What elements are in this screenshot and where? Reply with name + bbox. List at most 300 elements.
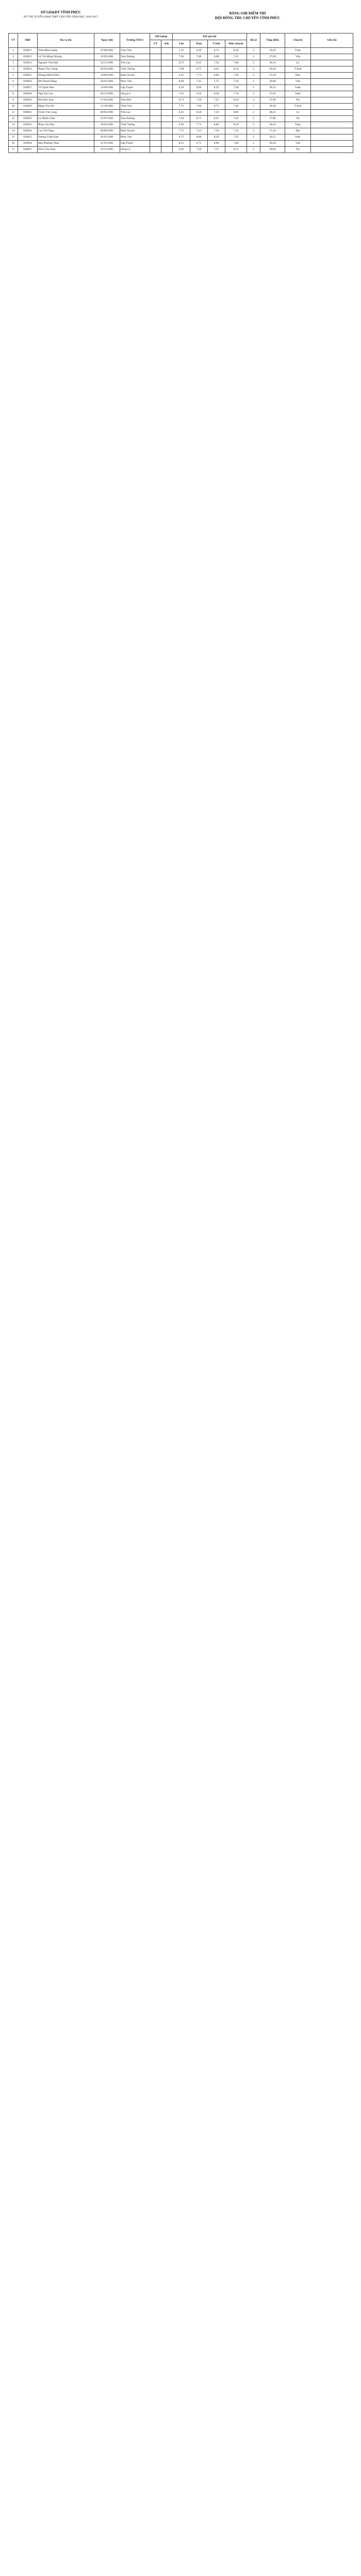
exam-name: KỲ THI TUYỂN SINH THPT CHUYÊN NĂM HỌC 2016-2017	[23, 15, 99, 19]
cell-tong: 38,10	[260, 60, 285, 66]
cell-ut	[150, 97, 161, 104]
cell-stt: 3	[9, 60, 18, 66]
cell-toan: 7,75	[190, 73, 208, 79]
cell-sbd: 020023	[18, 122, 38, 128]
cell-sbd: 020018	[18, 91, 38, 97]
cell-chuyen: Lý	[285, 60, 311, 66]
cell-toan: 6,75	[190, 116, 208, 122]
cell-toan: 7,50	[190, 97, 208, 104]
cell-anh: 7,25	[208, 97, 225, 104]
cell-school: Phúc Yên	[120, 134, 150, 141]
col-he-so: Hệ số	[247, 33, 260, 48]
cell-fullname: Lê Thị Hồng Nhung	[38, 54, 94, 60]
cell-fullname: Bùi Đức Anh	[38, 97, 94, 104]
cell-stt: 6	[9, 79, 18, 85]
col-mon-chuyen: Môn chuyên	[225, 40, 247, 48]
cell-he-so: 2	[247, 134, 260, 141]
issuing-organization	[9, 10, 112, 20]
cell-van: 7,25	[173, 91, 190, 97]
cell-mon-chuyen: 7,60	[225, 141, 247, 147]
cell-ghi-chu	[311, 134, 353, 141]
cell-ut	[150, 122, 161, 128]
cell-van: 8,25	[173, 141, 190, 147]
cell-van: 6,50	[173, 122, 190, 128]
table-header-row-1	[9, 33, 353, 40]
cell-ut	[150, 48, 161, 54]
cell-kk	[161, 97, 173, 104]
cell-toan: 6,75	[190, 141, 208, 147]
cell-kk	[161, 104, 173, 110]
cell-tong: 38,00	[260, 79, 285, 85]
col-fullname: Họ và tên	[38, 33, 94, 48]
cell-sbd: 020021	[18, 110, 38, 116]
cell-dob: 07/08/2001	[94, 48, 120, 54]
cell-school: Lập Thạch	[120, 141, 150, 147]
table-row	[9, 79, 353, 85]
cell-school: Sông Lô	[120, 91, 150, 97]
cell-sbd: 020014	[18, 66, 38, 73]
cell-anh: 9,25	[208, 66, 225, 73]
cell-toan: 8,25	[190, 60, 208, 66]
cell-dob: 27/04/2001	[94, 97, 120, 104]
table-row	[9, 147, 353, 153]
cell-school: Lập Thạch	[120, 85, 150, 91]
cell-toan: 7,50	[190, 147, 208, 153]
cell-toan: 7,00	[190, 54, 208, 60]
table-row	[9, 97, 353, 104]
cell-he-so: 2	[247, 116, 260, 122]
cell-kk	[161, 85, 173, 91]
cell-sbd: 020020	[18, 104, 38, 110]
cell-he-so: 2	[247, 147, 260, 153]
cell-stt: 17	[9, 147, 18, 153]
table-row	[9, 91, 353, 97]
cell-school: Yên Lạc	[120, 60, 150, 66]
table-row	[9, 60, 353, 66]
cell-anh: 8,25	[208, 85, 225, 91]
cell-kk	[161, 128, 173, 134]
cell-kk	[161, 134, 173, 141]
cell-school: Tam Đảo	[120, 97, 150, 104]
cell-sbd: 020016	[18, 79, 38, 85]
cell-ghi-chu	[311, 48, 353, 54]
cell-school: Bình Xuyên	[120, 73, 150, 79]
cell-dob: 09/09/2001	[94, 128, 120, 134]
cell-he-so: 2	[247, 122, 260, 128]
cell-he-so: 2	[247, 141, 260, 147]
cell-sbd: 020011	[18, 48, 38, 54]
cell-chuyen: T.Anh	[285, 104, 311, 110]
cell-van: 7,50	[173, 54, 190, 60]
cell-anh: 7,75	[208, 79, 225, 85]
cell-kk	[161, 79, 173, 85]
cell-tong: 37,65	[260, 91, 285, 97]
sheet-header	[0, 0, 361, 36]
table-body	[9, 48, 353, 153]
cell-tong: 37,20	[260, 73, 285, 79]
cell-ghi-chu	[311, 147, 353, 153]
cell-van: 6,50	[173, 147, 190, 153]
table-row	[9, 66, 353, 73]
cell-ut	[150, 85, 161, 91]
cell-sbd: 020027	[18, 147, 38, 153]
cell-toan: 7,75	[190, 122, 208, 128]
cell-he-so: 2	[247, 85, 260, 91]
cell-school: Sông Lô	[120, 147, 150, 153]
col-toan: Toán	[190, 40, 208, 48]
cell-anh: 8,00	[208, 122, 225, 128]
cell-anh: 8,75	[208, 48, 225, 54]
cell-dob: 05/05/2001	[94, 66, 120, 73]
cell-kk	[161, 116, 173, 122]
score-sheet-page	[0, 0, 361, 151]
cell-school: Yên Lạc	[120, 110, 150, 116]
cell-mon-chuyen: 7,95	[225, 134, 247, 141]
cell-fullname: Hoàng Minh Khôi	[38, 73, 94, 79]
cell-ut	[150, 54, 161, 60]
cell-van: 7,75	[173, 128, 190, 134]
cell-tong: 38,45	[260, 122, 285, 128]
cell-fullname: Dương Tuấn Kiệt	[38, 134, 94, 141]
cell-ut	[150, 66, 161, 73]
cell-tong: 39,20	[260, 66, 285, 73]
cell-anh: 8,00	[208, 54, 225, 60]
cell-stt: 15	[9, 134, 18, 141]
cell-ghi-chu	[311, 54, 353, 60]
table-row	[9, 116, 353, 122]
cell-dob: 03/05/2001	[94, 134, 120, 141]
cell-tong: 38,55	[260, 85, 285, 91]
table-row	[9, 54, 353, 60]
cell-van: 7,00	[173, 66, 190, 73]
col-dob: Ngày sinh	[94, 33, 120, 48]
cell-dob: 11/10/2001	[94, 104, 120, 110]
sheet-title-line1: BẢNG GHI ĐIỂM THI	[229, 11, 266, 15]
cell-sbd: 020015	[18, 73, 38, 79]
cell-kk	[161, 60, 173, 66]
table-row	[9, 73, 353, 79]
cell-chuyen: Văn	[285, 141, 311, 147]
cell-stt: 8	[9, 91, 18, 97]
cell-chuyen: Tin	[285, 147, 311, 153]
cell-mon-chuyen: 8,10	[225, 122, 247, 128]
cell-mon-chuyen: 7,60	[225, 73, 247, 79]
cell-he-so: 2	[247, 97, 260, 104]
cell-he-so: 2	[247, 91, 260, 97]
cell-stt: 2	[9, 54, 18, 60]
cell-van: 7,75	[173, 104, 190, 110]
cell-ut	[150, 60, 161, 66]
cell-anh: 8,00	[208, 73, 225, 79]
cell-school: Tam Dương	[120, 116, 150, 122]
cell-anh: 8,25	[208, 116, 225, 122]
cell-school: Bình Xuyên	[120, 128, 150, 134]
cell-anh: 8,50	[208, 91, 225, 97]
cell-dob: 14/06/2001	[94, 85, 120, 91]
cell-mon-chuyen: 8,20	[225, 97, 247, 104]
cell-ut	[150, 147, 161, 153]
cell-dob: 19/09/2001	[94, 73, 120, 79]
cell-van: 8,00	[173, 79, 190, 85]
cell-dob: 13/11/2001	[94, 147, 120, 153]
cell-dob: 25/07/2001	[94, 116, 120, 122]
cell-stt: 5	[9, 73, 18, 79]
cell-anh: 7,50	[208, 110, 225, 116]
cell-chuyen: Lý	[285, 110, 311, 116]
cell-stt: 1	[9, 48, 18, 54]
cell-ghi-chu	[311, 141, 353, 147]
cell-mon-chuyen: 7,90	[225, 85, 247, 91]
cell-tong: 38,30	[260, 104, 285, 110]
cell-van: 6,25	[173, 73, 190, 79]
table-row	[9, 85, 353, 91]
cell-stt: 11	[9, 110, 18, 116]
cell-chuyen: Văn	[285, 79, 311, 85]
cell-mon-chuyen: 8,10	[225, 66, 247, 73]
org-name: SỞ GD&ĐT VĨNH PHÚC	[40, 10, 81, 14]
cell-dob: 16/03/2001	[94, 122, 120, 128]
cell-kk	[161, 110, 173, 116]
cell-fullname: Mai Phương Thảo	[38, 141, 94, 147]
cell-mon-chuyen: 8,00	[225, 110, 247, 116]
cell-fullname: Trịnh Văn Long	[38, 110, 94, 116]
cell-tong: 38,20	[260, 141, 285, 147]
cell-tong: 37,90	[260, 97, 285, 104]
table-row	[9, 104, 353, 110]
cell-ut	[150, 91, 161, 97]
cell-school: Vĩnh Tường	[120, 66, 150, 73]
table-row	[9, 122, 353, 128]
cell-ghi-chu	[311, 110, 353, 116]
col-kk: KK	[161, 40, 173, 48]
cell-sbd: 020022	[18, 116, 38, 122]
cell-ghi-chu	[311, 128, 353, 134]
cell-ghi-chu	[311, 60, 353, 66]
table-row	[9, 141, 353, 147]
cell-stt: 7	[9, 85, 18, 91]
cell-ghi-chu	[311, 91, 353, 97]
cell-sbd: 020019	[18, 97, 38, 104]
cell-dob: 02/12/2001	[94, 91, 120, 97]
cell-stt: 4	[9, 66, 18, 73]
cell-dob: 12/03/2001	[94, 54, 120, 60]
cell-fullname: Phan Gia Huy	[38, 122, 94, 128]
cell-chuyen: T.Anh	[285, 66, 311, 73]
cell-school: Vĩnh Yên	[120, 48, 150, 54]
col-van: Văn	[173, 40, 190, 48]
cell-van: 6,75	[173, 97, 190, 104]
cell-fullname: Trần Minh Quân	[38, 48, 94, 54]
cell-van: 6,75	[173, 60, 190, 66]
cell-chuyen: Sử	[285, 116, 311, 122]
cell-school: Tam Dương	[120, 54, 150, 60]
table-row	[9, 134, 353, 141]
cell-ut	[150, 141, 161, 147]
cell-fullname: Ngô Thị Lan	[38, 91, 94, 97]
cell-toan: 6,50	[190, 48, 208, 54]
cell-chuyen: Hóa	[285, 73, 311, 79]
cell-tong: 38,05	[260, 147, 285, 153]
cell-sbd: 020012	[18, 54, 38, 60]
cell-dob: 22/11/2001	[94, 60, 120, 66]
cell-toan: 6,50	[190, 91, 208, 97]
cell-sbd: 020025	[18, 134, 38, 141]
cell-stt: 14	[9, 128, 18, 134]
cell-fullname: Lý Minh Châu	[38, 116, 94, 122]
cell-anh: 8,75	[208, 104, 225, 110]
cell-toan: 7,25	[190, 128, 208, 134]
cell-toan: 7,00	[190, 104, 208, 110]
col-sbd: SBD	[18, 33, 38, 48]
cell-anh: 7,50	[208, 60, 225, 66]
cell-he-so: 2	[247, 73, 260, 79]
cell-kk	[161, 147, 173, 153]
cell-ut	[150, 104, 161, 110]
cell-ut	[150, 110, 161, 116]
cell-dob: 08/02/2001	[94, 110, 120, 116]
cell-he-so: 2	[247, 48, 260, 54]
cell-ut	[150, 79, 161, 85]
cell-fullname: Đỗ Thanh Hằng	[38, 79, 94, 85]
cell-fullname: Phạm Thu Trang	[38, 66, 94, 73]
cell-kk	[161, 122, 173, 128]
col-anh: T.Anh	[208, 40, 225, 48]
cell-mon-chuyen: 7,25	[225, 54, 247, 60]
cell-toan: 8,50	[190, 110, 208, 116]
cell-dob: 30/01/2001	[94, 79, 120, 85]
cell-he-so: 2	[247, 128, 260, 134]
cell-chuyen: Địa	[285, 128, 311, 134]
cell-kk	[161, 48, 173, 54]
cell-fullname: Kiều Văn Nam	[38, 147, 94, 153]
cell-toan: 8,00	[190, 85, 208, 91]
cell-mon-chuyen: 8,30	[225, 48, 247, 54]
cell-van: 6,75	[173, 134, 190, 141]
sheet-title-line2: HỘI ĐỒNG THI: CHUYÊN VĨNH PHÚC	[215, 16, 281, 20]
cell-dob: 21/01/2001	[94, 141, 120, 147]
cell-ghi-chu	[311, 73, 353, 79]
cell-fullname: Đặng Thu Hà	[38, 104, 94, 110]
cell-tong: 37,00	[260, 54, 285, 60]
cell-kk	[161, 54, 173, 60]
cell-stt: 16	[9, 141, 18, 147]
cell-chuyen: Hóa	[285, 134, 311, 141]
cell-anh: 7,75	[208, 147, 225, 153]
cell-anh: 8,00	[208, 141, 225, 147]
cell-van: 6,50	[173, 85, 190, 91]
cell-kk	[161, 141, 173, 147]
cell-van: 7,25	[173, 48, 190, 54]
cell-toan: 8,00	[190, 134, 208, 141]
col-chuyen: Chuyên	[285, 33, 311, 48]
cell-he-so: 2	[247, 54, 260, 60]
cell-chuyen: Toán	[285, 122, 311, 128]
cell-chuyen: Toán	[285, 48, 311, 54]
cell-tong: 39,15	[260, 134, 285, 141]
cell-sbd: 020024	[18, 128, 38, 134]
cell-chuyen: Sinh	[285, 91, 311, 97]
cell-ut	[150, 116, 161, 122]
cell-kk	[161, 73, 173, 79]
cell-kk	[161, 91, 173, 97]
cell-chuyen: Toán	[285, 85, 311, 91]
cell-stt: 13	[9, 122, 18, 128]
cell-toan: 7,25	[190, 79, 208, 85]
col-uu-tien-group: Đối tượng	[150, 33, 173, 40]
cell-mon-chuyen: 7,40	[225, 104, 247, 110]
cell-tong: 38,25	[260, 110, 285, 116]
cell-tong: 39,10	[260, 48, 285, 54]
cell-ghi-chu	[311, 66, 353, 73]
col-stt: TT	[9, 33, 18, 48]
col-ut: UT	[150, 40, 161, 48]
cell-ghi-chu	[311, 85, 353, 91]
cell-fullname: Cao Thị Ngọc	[38, 128, 94, 134]
cell-mon-chuyen: 7,70	[225, 91, 247, 97]
table-row	[9, 128, 353, 134]
cell-school: Phúc Yên	[120, 79, 150, 85]
cell-stt: 12	[9, 116, 18, 122]
cell-tong: 37,20	[260, 128, 285, 134]
cell-anh: 8,50	[208, 134, 225, 141]
cell-he-so: 2	[247, 60, 260, 66]
cell-anh: 7,50	[208, 128, 225, 134]
cell-stt: 10	[9, 104, 18, 110]
cell-kk	[161, 66, 173, 73]
cell-he-so: 2	[247, 104, 260, 110]
col-tong: Tổng điểm	[260, 33, 285, 48]
cell-sbd: 020013	[18, 60, 38, 66]
cell-school: Vĩnh Yên	[120, 104, 150, 110]
cell-chuyen: Tin	[285, 97, 311, 104]
cell-he-so: 2	[247, 66, 260, 73]
cell-ut	[150, 134, 161, 141]
cell-stt: 9	[9, 97, 18, 104]
cell-fullname: Nguyễn Văn Đức	[38, 60, 94, 66]
cell-mon-chuyen: 7,35	[225, 128, 247, 134]
col-scores-group: Kết quả thi	[173, 33, 247, 40]
cell-ghi-chu	[311, 97, 353, 104]
table-row	[9, 48, 353, 54]
cell-mon-chuyen: 7,80	[225, 60, 247, 66]
cell-ghi-chu	[311, 122, 353, 128]
cell-ghi-chu	[311, 104, 353, 110]
col-ghi-chu: Ghi chú	[311, 33, 353, 48]
cell-ut	[150, 73, 161, 79]
cell-ut	[150, 128, 161, 134]
cell-he-so: 2	[247, 110, 260, 116]
cell-chuyen: Văn	[285, 54, 311, 60]
cell-tong: 37,80	[260, 116, 285, 122]
score-table	[8, 33, 353, 153]
sheet-title	[170, 11, 325, 21]
cell-sbd: 020026	[18, 141, 38, 147]
col-school: Trường THCS	[120, 33, 150, 48]
cell-toan: 6,75	[190, 66, 208, 73]
cell-mon-chuyen: 7,65	[225, 116, 247, 122]
cell-ghi-chu	[311, 79, 353, 85]
cell-van: 7,50	[173, 116, 190, 122]
table-row	[9, 110, 353, 116]
cell-school: Vĩnh Tường	[120, 122, 150, 128]
cell-he-so: 2	[247, 79, 260, 85]
cell-mon-chuyen: 7,50	[225, 79, 247, 85]
cell-van: 6,25	[173, 110, 190, 116]
cell-mon-chuyen: 8,15	[225, 147, 247, 153]
cell-fullname: Vũ Quốc Bảo	[38, 85, 94, 91]
cell-sbd: 020017	[18, 85, 38, 91]
cell-ghi-chu	[311, 116, 353, 122]
